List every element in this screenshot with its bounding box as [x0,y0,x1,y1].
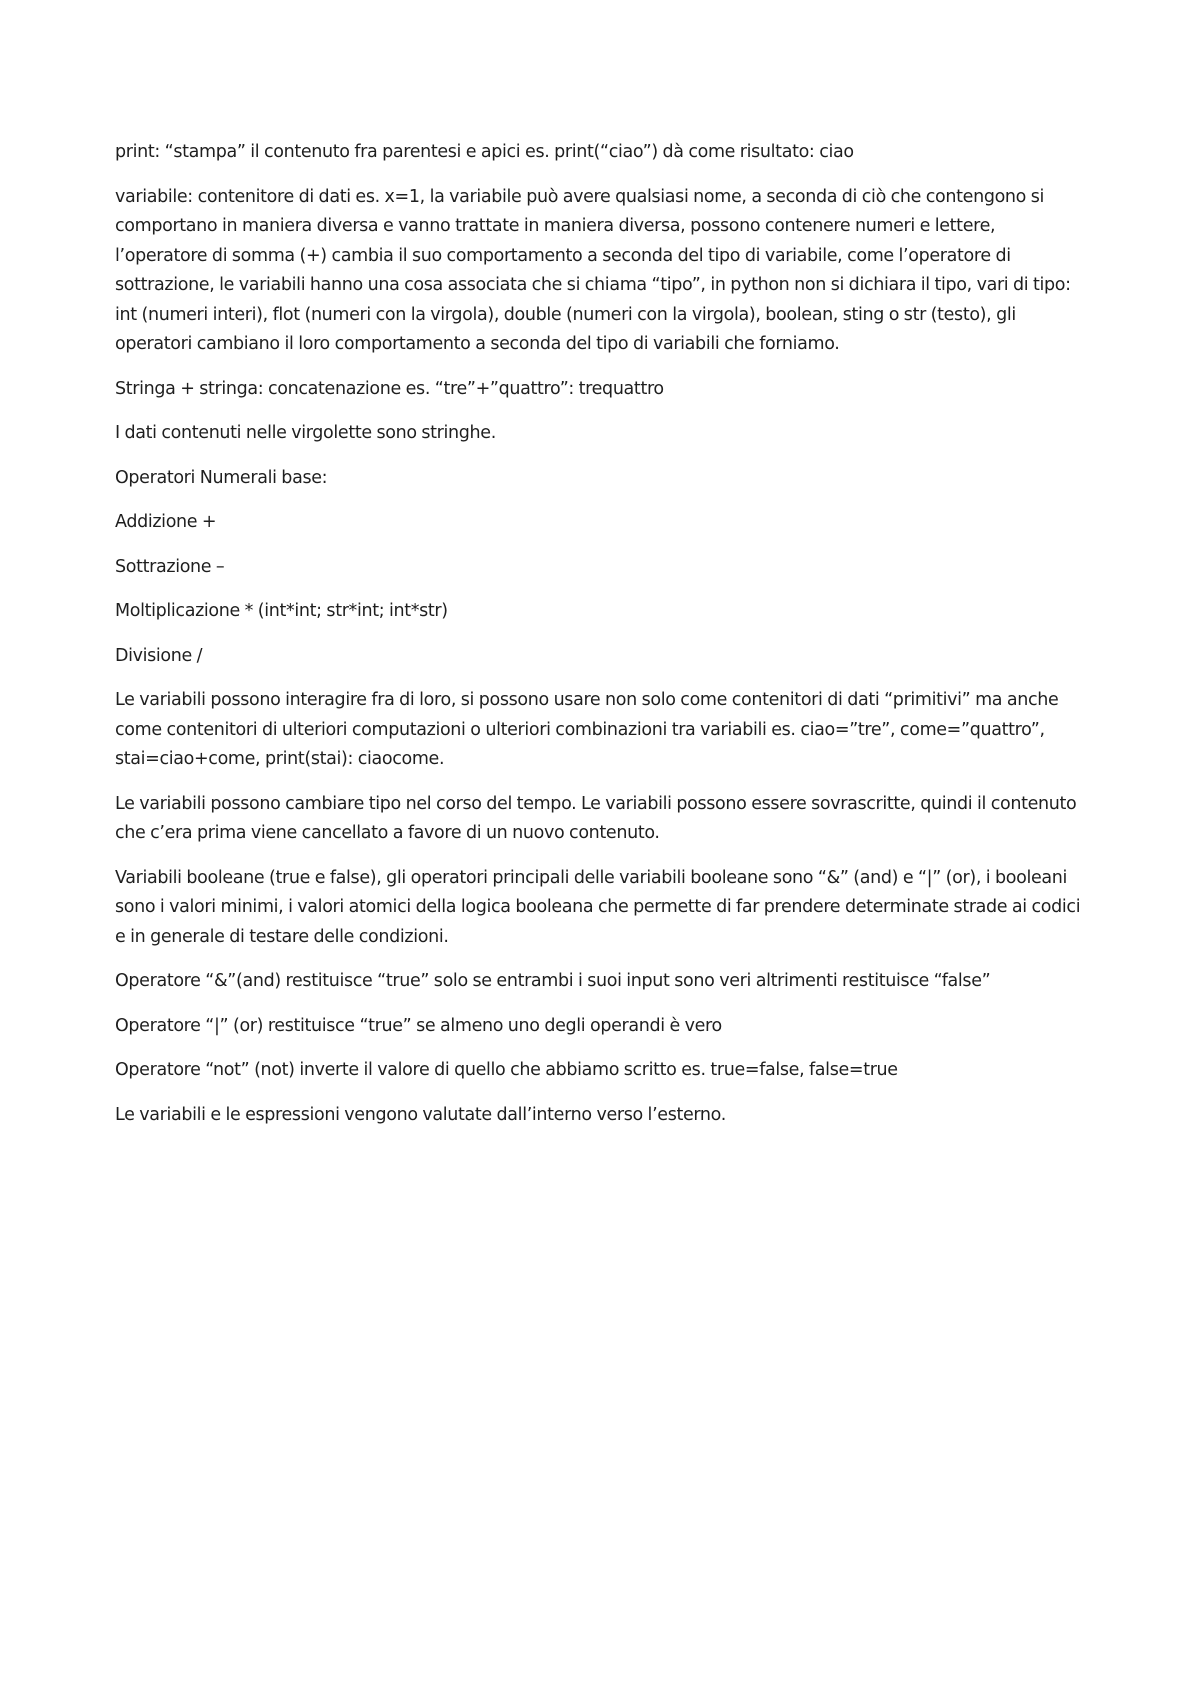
paragraph-sottrazione: Sottrazione – [115,556,225,577]
paragraph-print: print: “stampa” il contenuto fra parentesi e apici es. print(“ciao”) dà come risultato: ciao [115,142,854,162]
paragraph-variabile: variabile: contenitore di dati es. x=1, la variabile può avere qualsiasi nome, a seconda di ciò che contengono si comportano in maniera diversa e vanno trattate in maniera diversa, possono contenere numeri e lettere, l’operatore di somma (+) cambia il suo comportamento a seconda del tipo di variabile, come l’operatore di sottrazione, le variabili hanno una cosa associata che si chiama “tipo”, in python non si dichiara il tipo, vari di tipo: int (numeri interi), flot (numeri con la virgola), double (numeri con la virgola), boolean, sting o str (testo), gli operatori cambiano il loro comportamento a seconda del tipo di variabili che forniamo. [115,186,1071,354]
paragraph-divisione: Divisione / [115,645,203,666]
paragraph-dati-stringhe: I dati contenuti nelle virgolette sono stringhe. [115,423,496,443]
paragraph-valutazione: Le variabili e le espressioni vengono valutate dall’interno verso l’esterno. [115,1104,726,1125]
paragraph-operatore-or: Operatore “|” (or) restituisce “true” se almeno uno degli operandi è vero [115,1015,722,1036]
paragraph-operatori-heading: Operatori Numerali base: [115,467,328,488]
paragraph-interazione-variabili: Le variabili possono interagire fra di loro, si possono usare non solo come contenitori di dati “primitivi” ma anche come contenitori di ulteriori computazioni o ulteriori combinazioni tra variabili es. ciao=”tre”, come=”quattro”, stai=ciao+come, print(stai): ciaocome. [115,690,1059,769]
paragraph-stringa: Stringa + stringa: concatenazione es. “tre”+”quattro”: trequattro [115,378,664,399]
paragraph-booleane: Variabili booleane (true e false), gli operatori principali delle variabili booleane sono “&” (and) e “|” (or), i booleani sono i valori minimi, i valori atomici della logica booleana che permette di far prendere determinate strade ai codici e in generale di testare delle condizioni. [115,867,1081,947]
paragraph-addizione: Addizione + [115,512,217,532]
paragraph-operatore-not: Operatore “not” (not) inverte il valore di quello che abbiamo scritto es. true=false, false=true [115,1060,898,1080]
paragraph-operatore-and: Operatore “&”(and) restituisce “true” solo se entrambi i suoi input sono veri altrimenti restituisce “false” [115,971,991,991]
document-page [115,138,1085,1145]
paragraph-cambio-tipo: Le variabili possono cambiare tipo nel corso del tempo. Le variabili possono essere sovrascritte, quindi il contenuto che c’era prima viene cancellato a favore di un nuovo contenuto. [115,793,1077,843]
paragraph-moltiplicazione: Moltiplicazione * (int*int; str*int; int*str) [115,601,448,621]
